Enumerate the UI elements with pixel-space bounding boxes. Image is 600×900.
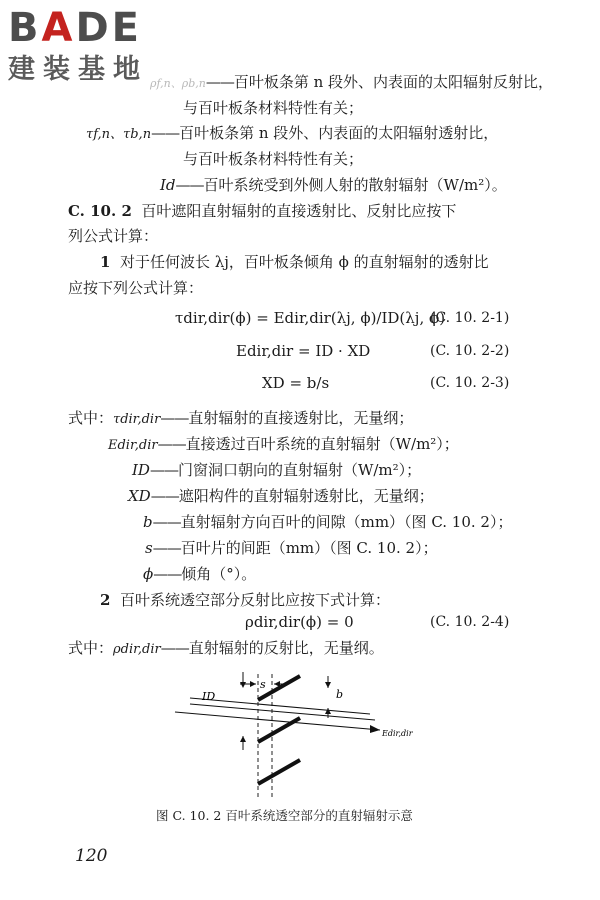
def-symbol: Edir,dir [108,438,158,453]
def-symbol: τdir,dir [113,412,161,427]
item-text: 百叶系统透空部分反射比应按下式计算： [119,591,390,609]
section-heading [68,201,456,221]
equation-2-number: (C. 10. 2-2) [430,343,510,359]
def-rho-fb: ρf,n、ρb,n——百叶板条第 n 段外、内表面的太阳辐射反射比， [150,73,554,91]
b-arrowhead [325,682,331,688]
def-text: 直射辐射的反射比，无量纲。 [188,639,384,657]
item-text: 对于任何波长 λj，百叶板条倾角 ϕ 的直射辐射的透射比 [119,253,489,271]
item-number: 1 [100,253,111,271]
def-symbol: XD [128,487,151,505]
def-symbol: ID [132,461,150,479]
figure-label-b: b [336,688,344,701]
def-xd: XD——遮阳构件的直射辐射透射比，无量纲； [128,487,434,505]
item-1 [100,252,489,272]
def-text: 遮阳构件的直射辐射透射比，无量纲； [178,487,434,505]
def-text: 门窗洞口朝向的直射辐射（W/m²）； [177,461,422,479]
def-tau-fb: τf,n、τb,n——百叶板条第 n 段外、内表面的太阳辐射透射比， [86,124,499,142]
figure-label-s: s [260,678,266,691]
def-b: b——直射辐射方向百叶的间隙（mm）（图 C. 10. 2）； [143,513,513,531]
def-symbol: b [143,513,153,531]
equation-3: XD = b/s [262,374,330,392]
section-title-cont: 列公式计算： [68,227,159,245]
def-symbol: τf,n、τb,n [86,127,152,142]
def-symbol: ϕ [143,565,154,583]
s-arrowhead [274,681,280,687]
where-label: 式中： [68,639,114,657]
equation-1: τdir,dir(ϕ) = Edir,dir(λj, ϕ)/ID(λj, ϕ) [175,309,446,327]
incident-ray [175,712,380,730]
def-symbol: Id [160,176,176,194]
ray-arrowhead [370,725,380,733]
logo-subtitle: 建装基地 [8,54,148,85]
def-phi: ϕ——倾角（°）。 [143,565,257,583]
figure-label-e: Edir,dir [382,729,413,738]
equation-1-number: (C. 10. 2-1) [430,310,510,326]
def-text: 直射辐射方向百叶的间隙（mm）（图 C. 10. 2）； [180,513,513,531]
def-text: 百叶板条第 n 段外、内表面的太阳辐射透射比， [179,124,499,142]
def-symbol: ρf,n、ρb,n [150,77,206,90]
where-label: 式中： [68,409,114,427]
def-rho-fb-cont: 与百叶板条材料特性有关； [183,99,364,117]
equation-3-number: (C. 10. 2-3) [430,375,510,391]
item-2 [100,590,390,610]
section-number: C. 10. 2 [68,202,132,220]
page-number: 120 [75,846,108,866]
def-rho-dir: 式中：ρdir,dir——直射辐射的反射比，无量纲。 [68,639,384,657]
equation-4: ρdir,dir(ϕ) = 0 [245,613,354,631]
item-number: 2 [100,591,111,609]
louver-slat [258,760,300,784]
gap-arrowhead [240,736,246,742]
def-symbol: ρdir,dir [113,642,161,657]
def-text: 直射辐射的直接透射比，无量纲； [188,409,414,427]
item-1-cont: 应按下列公式计算： [68,279,204,297]
def-e-dir: Edir,dir——直接透过百叶系统的直射辐射（W/m²）； [108,435,459,453]
equation-4-number: (C. 10. 2-4) [430,614,510,630]
def-text: 百叶板条第 n 段外、内表面的太阳辐射反射比， [233,73,554,91]
b-arrowhead [325,708,331,714]
def-text: 直接透过百叶系统的直射辐射（W/m²）； [185,435,459,453]
figure-c-10-2 [170,672,430,800]
def-symbol: s [145,539,153,557]
def-id2: ID——门窗洞口朝向的直射辐射（W/m²）； [132,461,422,479]
watermark-logo [8,6,148,86]
s-arrowhead [250,681,256,687]
def-text: 倾角（°）。 [181,565,257,583]
equation-2: Edir,dir = ID · XD [236,342,371,360]
def-id: Id——百叶系统受到外侧人射的散射辐射（W/m²）。 [160,176,507,194]
figure-caption: 图 C. 10. 2 百叶系统透空部分的直射辐射示意 [156,808,413,823]
def-text: 百叶系统受到外侧人射的散射辐射（W/m²）。 [203,176,507,194]
gap-arrowhead [240,682,246,688]
def-s: s——百叶片的间距（mm）（图 C. 10. 2）； [145,539,438,557]
figure-label-id: ID [202,690,216,703]
logo-wordmark: BADE [8,5,142,51]
def-tau-dir: 式中：τdir,dir——直射辐射的直接透射比，无量纲； [68,409,414,427]
def-tau-fb-cont: 与百叶板条材料特性有关； [183,150,364,168]
def-text: 百叶片的间距（mm）（图 C. 10. 2）； [180,539,438,557]
section-title: 百叶遮阳直射辐射的直接透射比、反射比应按下 [141,202,457,220]
